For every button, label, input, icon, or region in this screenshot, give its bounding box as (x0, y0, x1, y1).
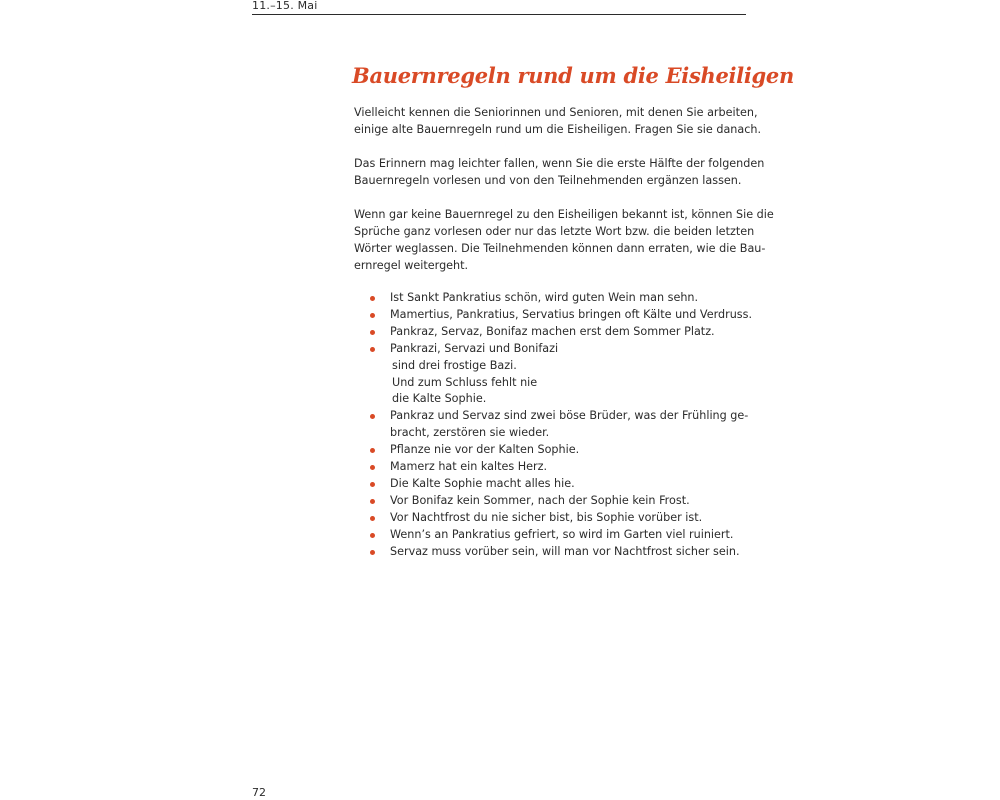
intro-paragraph-1 (354, 104, 762, 138)
text-line: Wenn gar keine Bauernregel zu den Eisheiligen bekannt ist, können Sie die (354, 208, 774, 221)
bullet-dot-icon (370, 313, 375, 318)
list-item (370, 442, 746, 459)
text-line: Wörter weglassen. Die Teilnehmenden können dann erraten, wie die Bau- (354, 242, 766, 255)
bullet-dot-icon (370, 330, 375, 335)
rule-text: sind drei frostige Bazi. (392, 358, 517, 372)
rule-text: Pankraz und Servaz sind zwei böse Brüder, was der Frühling ge- (390, 409, 749, 423)
list-item (370, 341, 746, 409)
bullet-dot-icon (370, 550, 375, 555)
page-title: Bauernregeln rund um die Eisheiligen (352, 63, 794, 88)
rule-text: Vor Nachtfrost du nie sicher bist, bis Sophie vorüber ist. (390, 510, 703, 524)
rule-text: Wenn’s an Pankratius gefriert, so wird im Garten viel ruiniert. (390, 527, 734, 541)
header-rule (252, 14, 746, 15)
rule-text: Die Kalte Sophie macht alles hie. (390, 476, 575, 490)
bullet-dot-icon (370, 499, 375, 504)
list-item (370, 510, 746, 527)
list-item (370, 527, 746, 544)
rule-text: Servaz muss vorüber sein, will man vor Nachtfrost sicher sein. (390, 544, 740, 558)
text-line: Das Erinnern mag leichter fallen, wenn Sie die erste Hälfte der folgenden (354, 157, 765, 170)
rule-text: Mamerz hat ein kaltes Herz. (390, 460, 548, 474)
list-item (370, 459, 746, 476)
intro-paragraph-2 (354, 155, 765, 189)
header-date-range: 11.–15. Mai (252, 0, 318, 12)
bullet-dot-icon (370, 533, 375, 538)
rule-text: Pflanze nie vor der Kalten Sophie. (390, 443, 580, 457)
text-line: einige alte Bauernregeln rund um die Eisheiligen. Fragen Sie sie danach. (354, 123, 762, 136)
bauernregeln-list (370, 290, 752, 561)
bullet-dot-icon (370, 465, 375, 470)
rule-text: Vor Bonifaz kein Sommer, nach der Sophie kein Frost. (390, 493, 690, 507)
text-line: ernregel weitergeht. (354, 259, 469, 272)
list-item (370, 493, 746, 510)
list-item (370, 324, 746, 341)
list-item (370, 307, 752, 324)
rule-text: Ist Sankt Pankratius schön, wird guten Wein man sehn. (390, 291, 699, 304)
bullet-dot-icon (370, 296, 375, 301)
intro-paragraph-3 (354, 206, 774, 274)
rule-text: Mamertius, Pankratius, Servatius bringen oft Kälte und Verdruss. (390, 307, 752, 321)
page-number: 72 (252, 786, 266, 799)
list-item (370, 408, 749, 442)
bullet-dot-icon (370, 448, 375, 453)
rule-text: die Kalte Sophie. (392, 392, 487, 406)
text-line: Vielleicht kennen die Seniorinnen und Senioren, mit denen Sie arbeiten, (354, 106, 758, 119)
bullet-dot-icon (370, 414, 375, 419)
rule-text: bracht, zerstören sie wieder. (390, 426, 550, 440)
rule-text: Pankraz, Servaz, Bonifaz machen erst dem Sommer Platz. (390, 324, 715, 338)
bullet-dot-icon (370, 482, 375, 487)
list-item (370, 476, 746, 493)
bullet-dot-icon (370, 347, 375, 352)
list-item (370, 290, 746, 307)
list-item (370, 544, 746, 561)
text-line: Sprüche ganz vorlesen oder nur das letzte Wort bzw. die beiden letzten (354, 225, 755, 238)
bullet-dot-icon (370, 516, 375, 521)
text-line: Bauernregeln vorlesen und von den Teilnehmenden ergänzen lassen. (354, 174, 742, 187)
rule-text: Pankrazi, Servazi und Bonifazi (390, 341, 559, 355)
rule-text: Und zum Schluss fehlt nie (392, 375, 538, 389)
intro-text (354, 104, 774, 291)
